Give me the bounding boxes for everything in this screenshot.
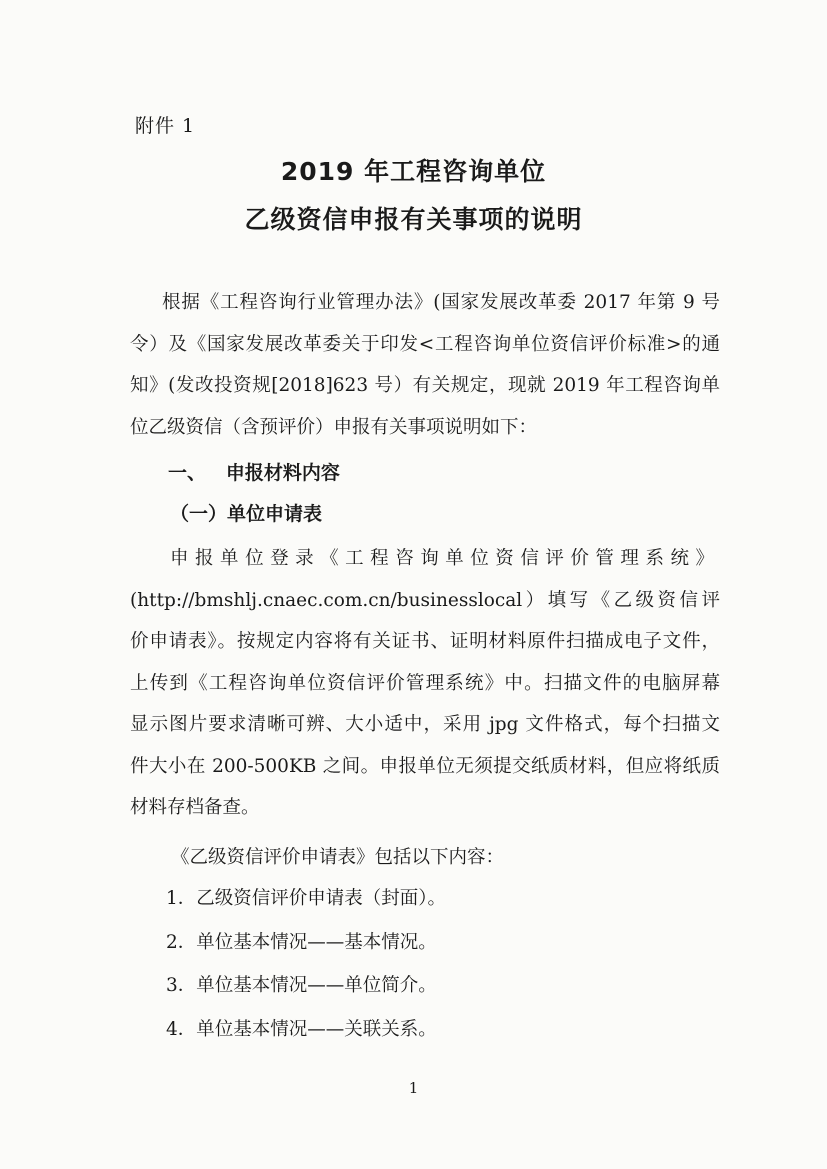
document-title-line-1: 2019 年工程咨询单位 [280, 157, 547, 186]
intro-line-4: 位乙级资信（含预评价）申报有关事项说明如下： [130, 416, 538, 438]
list-item: 4．单位基本情况——关联关系。 [166, 1019, 437, 1040]
form-para-line-1: 申报单位登录《工程咨询单位资信评价管理系统》 [170, 548, 720, 569]
attachment-label: 附件 1 [135, 115, 196, 137]
list-item: 1．乙级资信评价申请表（封面）。 [166, 888, 447, 909]
form-para-line-2: (http://bmshlj.cnaec.com.cn/businesslocal）填写《乙级资信评 [130, 589, 720, 611]
form-contents-intro: 《乙级资信评价申请表》包括以下内容： [171, 847, 505, 868]
list-item: 3．单位基本情况——单位简介。 [166, 975, 437, 996]
subsection-heading: （一）单位申请表 [170, 503, 323, 525]
page-number: 1 [408, 1079, 419, 1097]
intro-line-3: 知》(发改投资规[2018]623 号）有关规定，现就 2019 年工程咨询单 [130, 375, 720, 396]
intro-paragraph [130, 282, 720, 448]
section-heading: 一、 申报材料内容 [168, 462, 340, 484]
list-item: 2．单位基本情况——基本情况。 [166, 932, 437, 953]
document-title-line-2: 乙级资信申报有关事项的说明 [244, 205, 583, 234]
form-para-line-7: 材料存档备查。 [130, 797, 260, 818]
form-para-line-5: 显示图片要求清晰可辨、大小适中，采用 jpg 文件格式，每个扫描文 [130, 714, 720, 735]
application-form-paragraph [130, 538, 720, 829]
intro-line-2: 令）及《国家发展改革委关于印发<工程咨询单位资信评价标准>的通 [130, 333, 720, 355]
form-para-line-3: 价申请表》。按规定内容将有关证书、证明材料原件扫描成电子文件， [130, 631, 720, 652]
intro-line-1: 根据《工程咨询行业管理办法》(国家发展改革委 2017 年第 9 号 [162, 292, 720, 313]
form-para-line-4: 上传到《工程咨询单位资信评价管理系统》中。扫描文件的电脑屏幕 [130, 672, 720, 694]
form-para-line-6: 件大小在 200-500KB 之间。申报单位无须提交纸质材料，但应将纸质 [130, 755, 720, 777]
